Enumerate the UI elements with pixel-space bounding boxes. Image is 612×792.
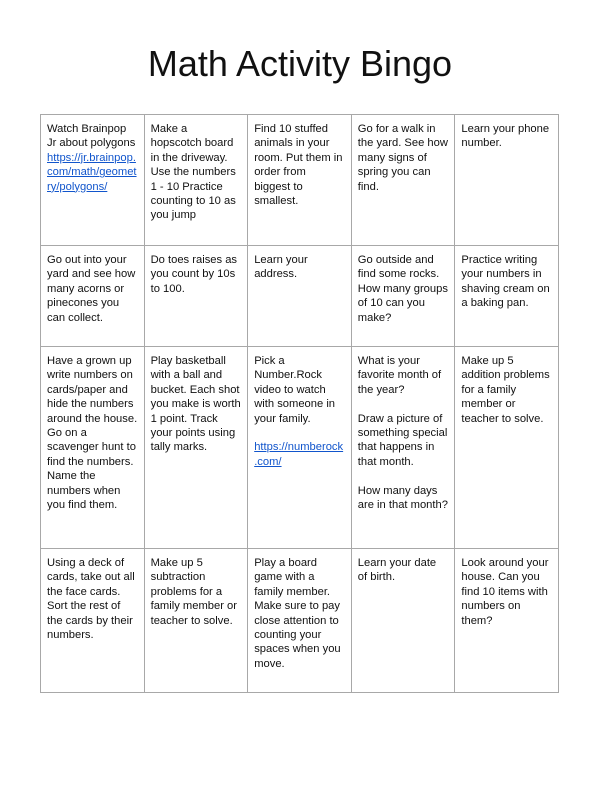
cell-text: Go outside and find some rocks. How many groups of 10 can you make?: [357, 254, 448, 324]
bingo-cell-address: [248, 246, 352, 347]
bingo-cell-toe-raises: [144, 246, 248, 347]
cell-text: Go out into your yard and see how many acorns or pinecones you can collect.: [47, 254, 136, 324]
bingo-cell-spring-walk: [351, 115, 455, 246]
bingo-cell-hopscotch: [144, 115, 248, 246]
bingo-cell-date-of-birth: [351, 549, 455, 693]
bingo-cell-acorns: [41, 246, 145, 347]
bingo-row: [41, 549, 559, 693]
bingo-cell-phone-number: [455, 115, 559, 246]
cell-text: Learn your phone number.: [461, 123, 550, 150]
bingo-cell-scavenger-hunt: [41, 347, 145, 549]
cell-text: Learn your date of birth.: [357, 557, 437, 584]
bingo-row: [41, 347, 559, 549]
cell-text: Practice writing your numbers in shaving cream on a baking pan.: [461, 254, 550, 310]
cell-text: Go for a walk in the yard. See how many signs of spring you can find.: [357, 123, 448, 193]
cell-text: Play basketball with a ball and bucket. Each shot you make is worth 1 point. Track your points using tally marks.: [150, 355, 241, 454]
cell-text: Find 10 stuffed animals in your room. Put them in order from biggest to smallest.: [254, 123, 343, 208]
cell-text: Look around your house. Can you find 10 items with numbers on them?: [461, 557, 549, 627]
cell-text: Make up 5 addition problems for a family member or teacher to solve.: [461, 355, 550, 425]
cell-paragraph: How many days are in that month?: [357, 484, 448, 512]
cell-text: Watch Brainpop Jr about polygons: [47, 123, 136, 150]
cell-text: Make a hopscotch board in the driveway. Use the numbers 1 - 10 Practice counting to 10 as you jump: [150, 123, 236, 222]
cell-text: Make up 5 subtraction problems for a family member or teacher to solve.: [150, 557, 238, 627]
bingo-cell-subtraction: [144, 549, 248, 693]
page-title: Math Activity Bingo: [147, 43, 453, 84]
bingo-cell-brainpop: [41, 115, 145, 246]
cell-text: Learn your address.: [254, 254, 308, 281]
bingo-cell-stuffed-animals: [248, 115, 352, 246]
cell-paragraph: Draw a picture of something special that happens in that month.: [357, 412, 448, 468]
bingo-row: [41, 246, 559, 347]
numberock-link[interactable]: https://numberock.com/: [254, 441, 344, 468]
bingo-cell-favorite-month: [351, 347, 455, 549]
cell-text: Using a deck of cards, take out all the face cards. Sort the rest of the cards by their numbers.: [47, 557, 135, 642]
bingo-cell-numberock: [248, 347, 352, 549]
cell-text: Do toes raises as you count by 10s to 100.: [150, 254, 238, 295]
cell-paragraph: What is your favorite month of the year?: [357, 355, 442, 396]
cell-text: Have a grown up write numbers on cards/paper and hide the numbers around the house. Go on a scavenger hunt to find the numbers. Name the numbers when you find them.: [47, 355, 138, 512]
bingo-cell-basketball: [144, 347, 248, 549]
cell-text: Play a board game with a family member. Make sure to pay close attention to counting your spaces when you move.: [254, 557, 341, 670]
bingo-cell-shaving-cream: [455, 246, 559, 347]
bingo-cell-items-with-numbers: [455, 549, 559, 693]
bingo-cell-rocks: [351, 246, 455, 347]
cell-text: Pick a Number.Rock video to watch with someone in your family.: [254, 355, 336, 425]
bingo-cell-deck-of-cards: [41, 549, 145, 693]
bingo-board: [40, 114, 559, 693]
bingo-row: [41, 115, 559, 246]
bingo-cell-board-game: [248, 549, 352, 693]
brainpop-link[interactable]: https://jr.brainpop.com/math/geometry/polygons/: [47, 151, 137, 193]
bingo-cell-addition: [455, 347, 559, 549]
